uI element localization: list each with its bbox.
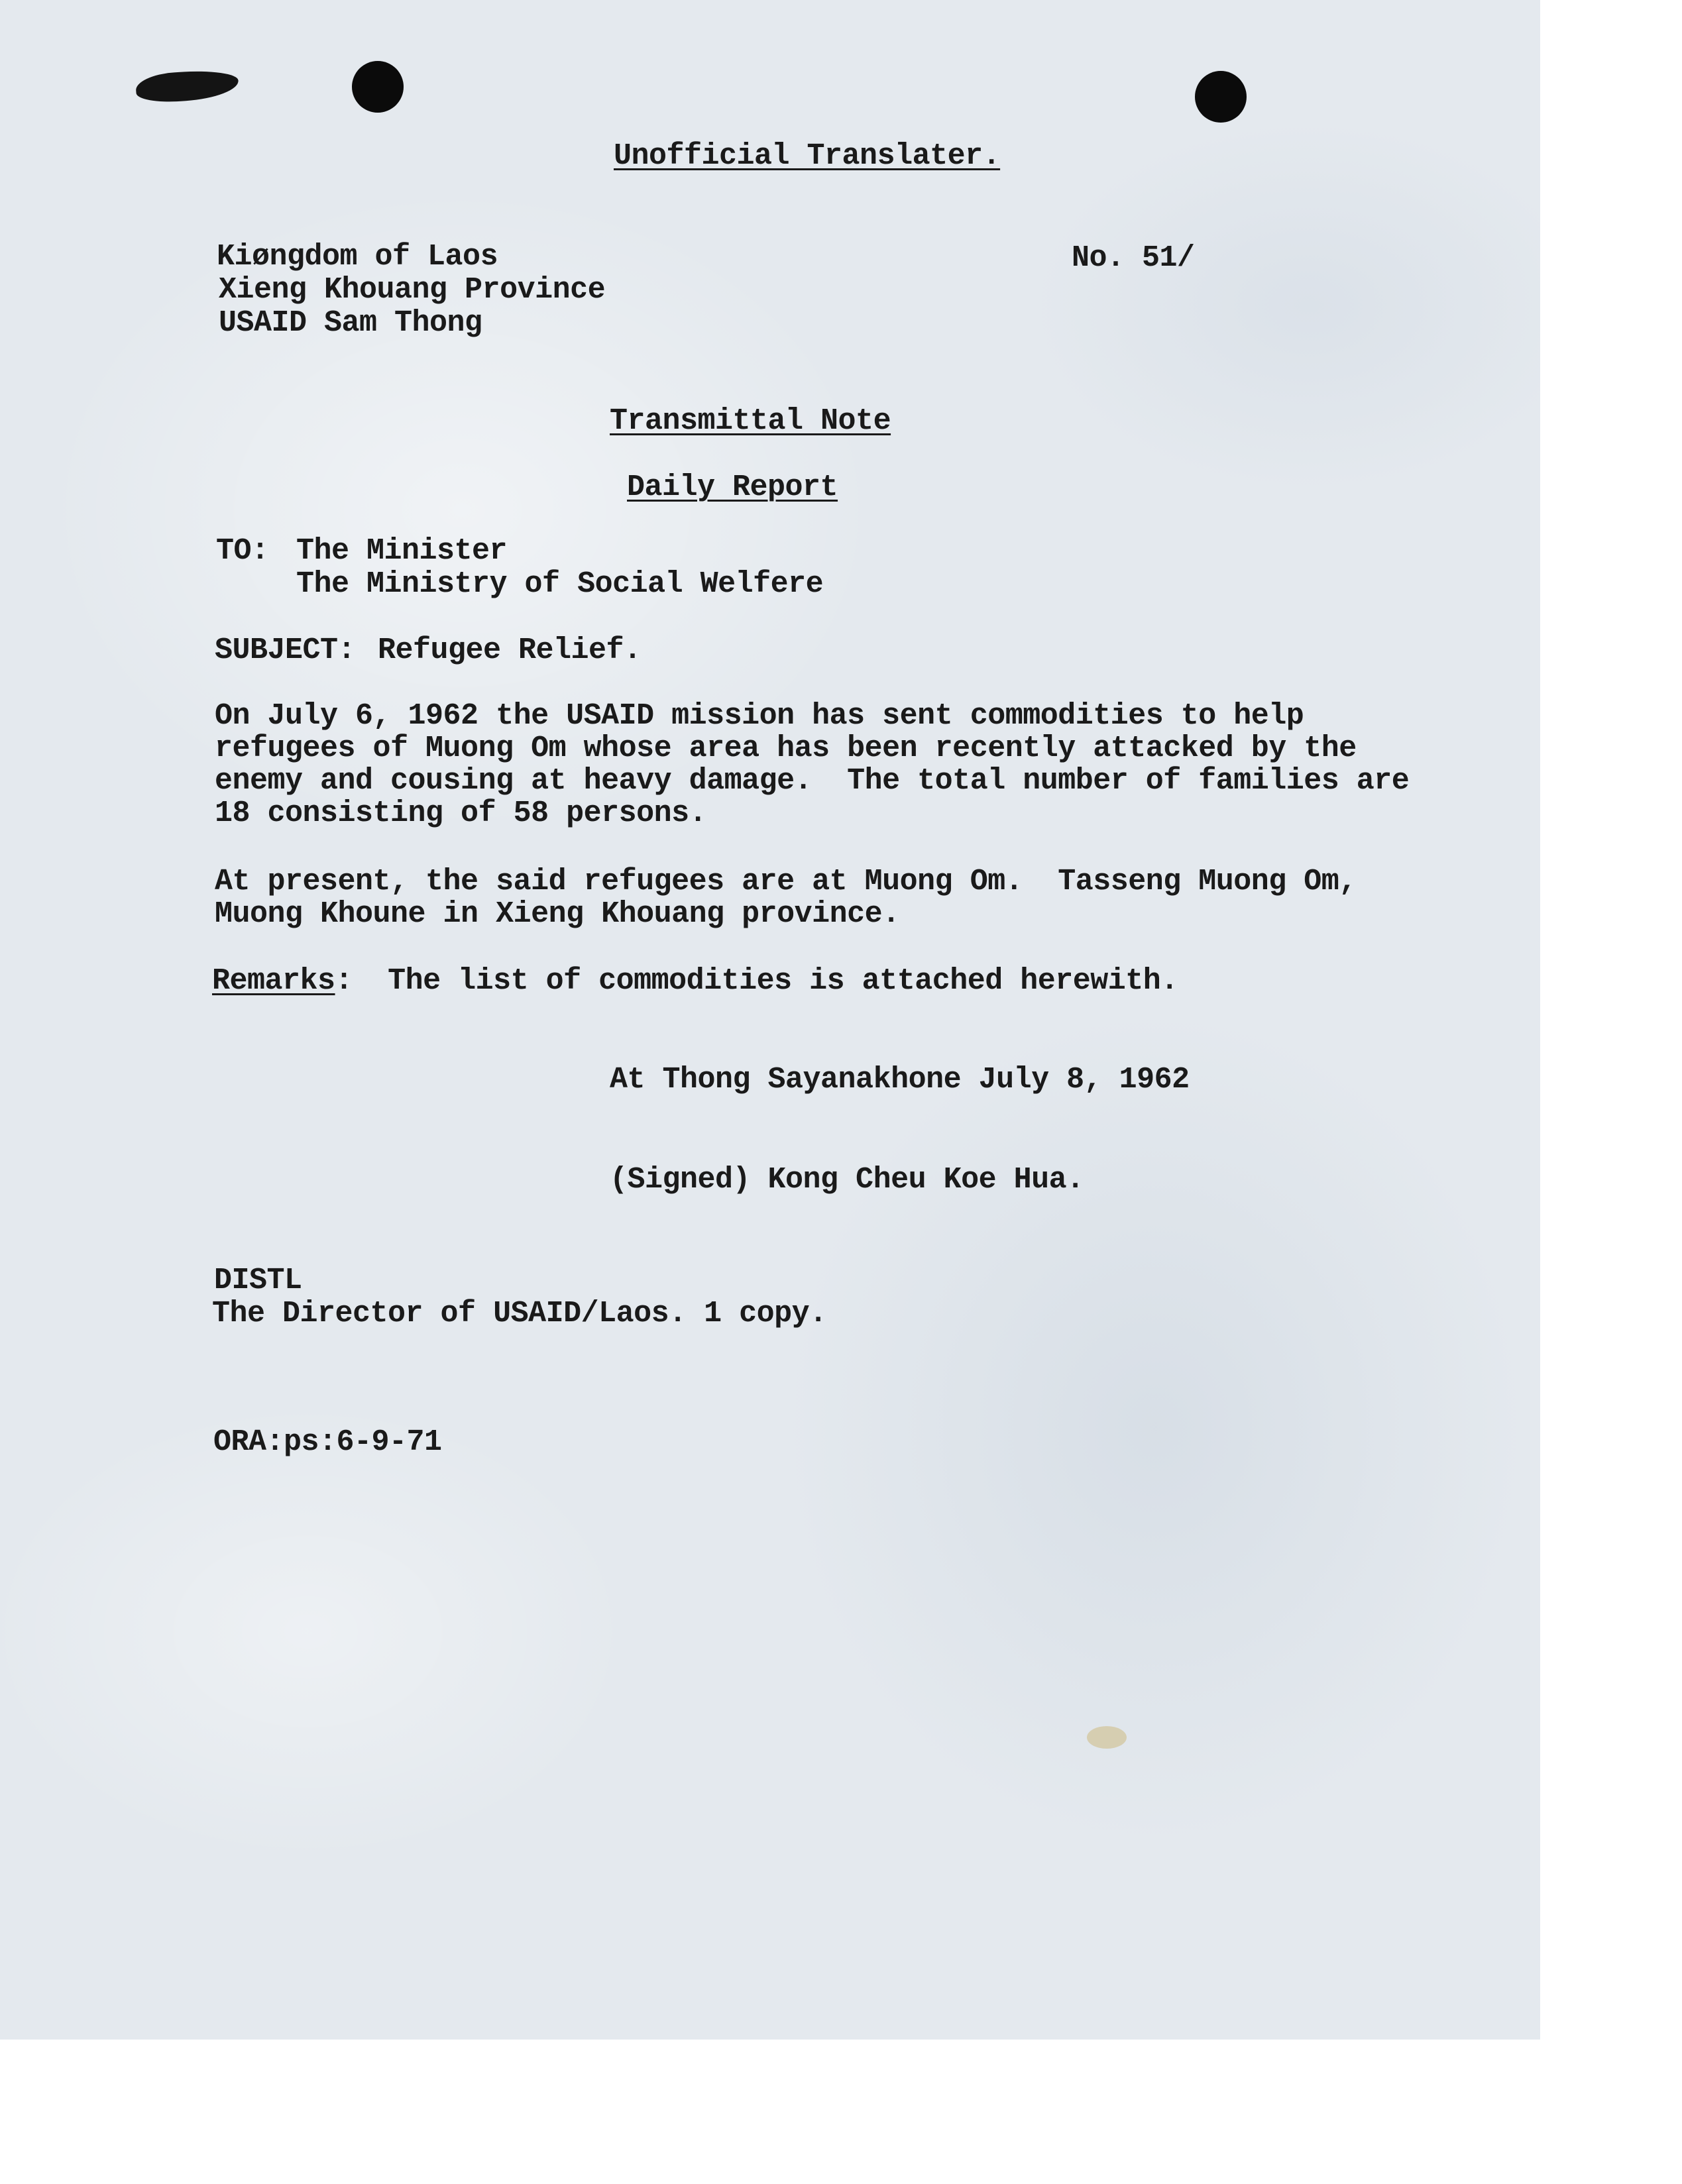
remarks-colon: :: [335, 964, 353, 998]
subject-label: SUBJECT:: [215, 633, 356, 667]
sender-line-3: USAID Sam Thong: [219, 306, 482, 340]
body-paragraph-2-line-1: At present, the said refugees are at Muong Om. Tasseng Muong Om,: [215, 865, 1357, 899]
place-date: At Thong Sayanakhone July 8, 1962: [610, 1063, 1190, 1097]
torn-edge-mark: [135, 68, 240, 105]
body-paragraph-1-line-3: enemy and cousing at heavy damage. The total number of families are: [215, 764, 1410, 798]
punch-hole-left: [352, 61, 404, 113]
distribution-label: DISTL: [214, 1264, 302, 1297]
body-paragraph-1-line-4: 18 consisting of 58 persons.: [215, 796, 707, 830]
sender-line-2: Xieng Khouang Province: [219, 273, 606, 307]
document-number: No. 51/: [1072, 241, 1195, 275]
to-line-1: The Minister: [296, 534, 508, 568]
body-paragraph-1-line-2: refugees of Muong Om whose area has been recently attacked by the: [215, 732, 1357, 765]
remarks-label: Remarks: [212, 964, 335, 998]
sender-line-1: Kiøngdom of Laos: [217, 240, 498, 274]
document-subtitle: Daily Report: [627, 470, 838, 504]
header-title: Unofficial Translater.: [614, 139, 1001, 173]
remarks-line: [212, 965, 1178, 997]
reference-code: ORA:ps:6-9-71: [213, 1425, 442, 1459]
punch-hole-right: [1195, 71, 1247, 123]
to-label: TO:: [216, 534, 269, 568]
subject-text: Refugee Relief.: [378, 633, 642, 667]
distribution-text: The Director of USAID/Laos. 1 copy.: [212, 1297, 827, 1331]
body-paragraph-1-line-1: On July 6, 1962 the USAID mission has sent commodities to help: [215, 699, 1304, 733]
signature: (Signed) Kong Cheu Koe Hua.: [610, 1163, 1084, 1197]
document-title: Transmittal Note: [610, 404, 891, 438]
body-paragraph-2-line-2: Muong Khoune in Xieng Khouang province.: [215, 897, 900, 931]
remarks-text: The list of commodities is attached herewith.: [388, 964, 1178, 998]
paper-stain: [1087, 1726, 1127, 1749]
to-line-2: The Ministry of Social Welfere: [296, 567, 824, 601]
